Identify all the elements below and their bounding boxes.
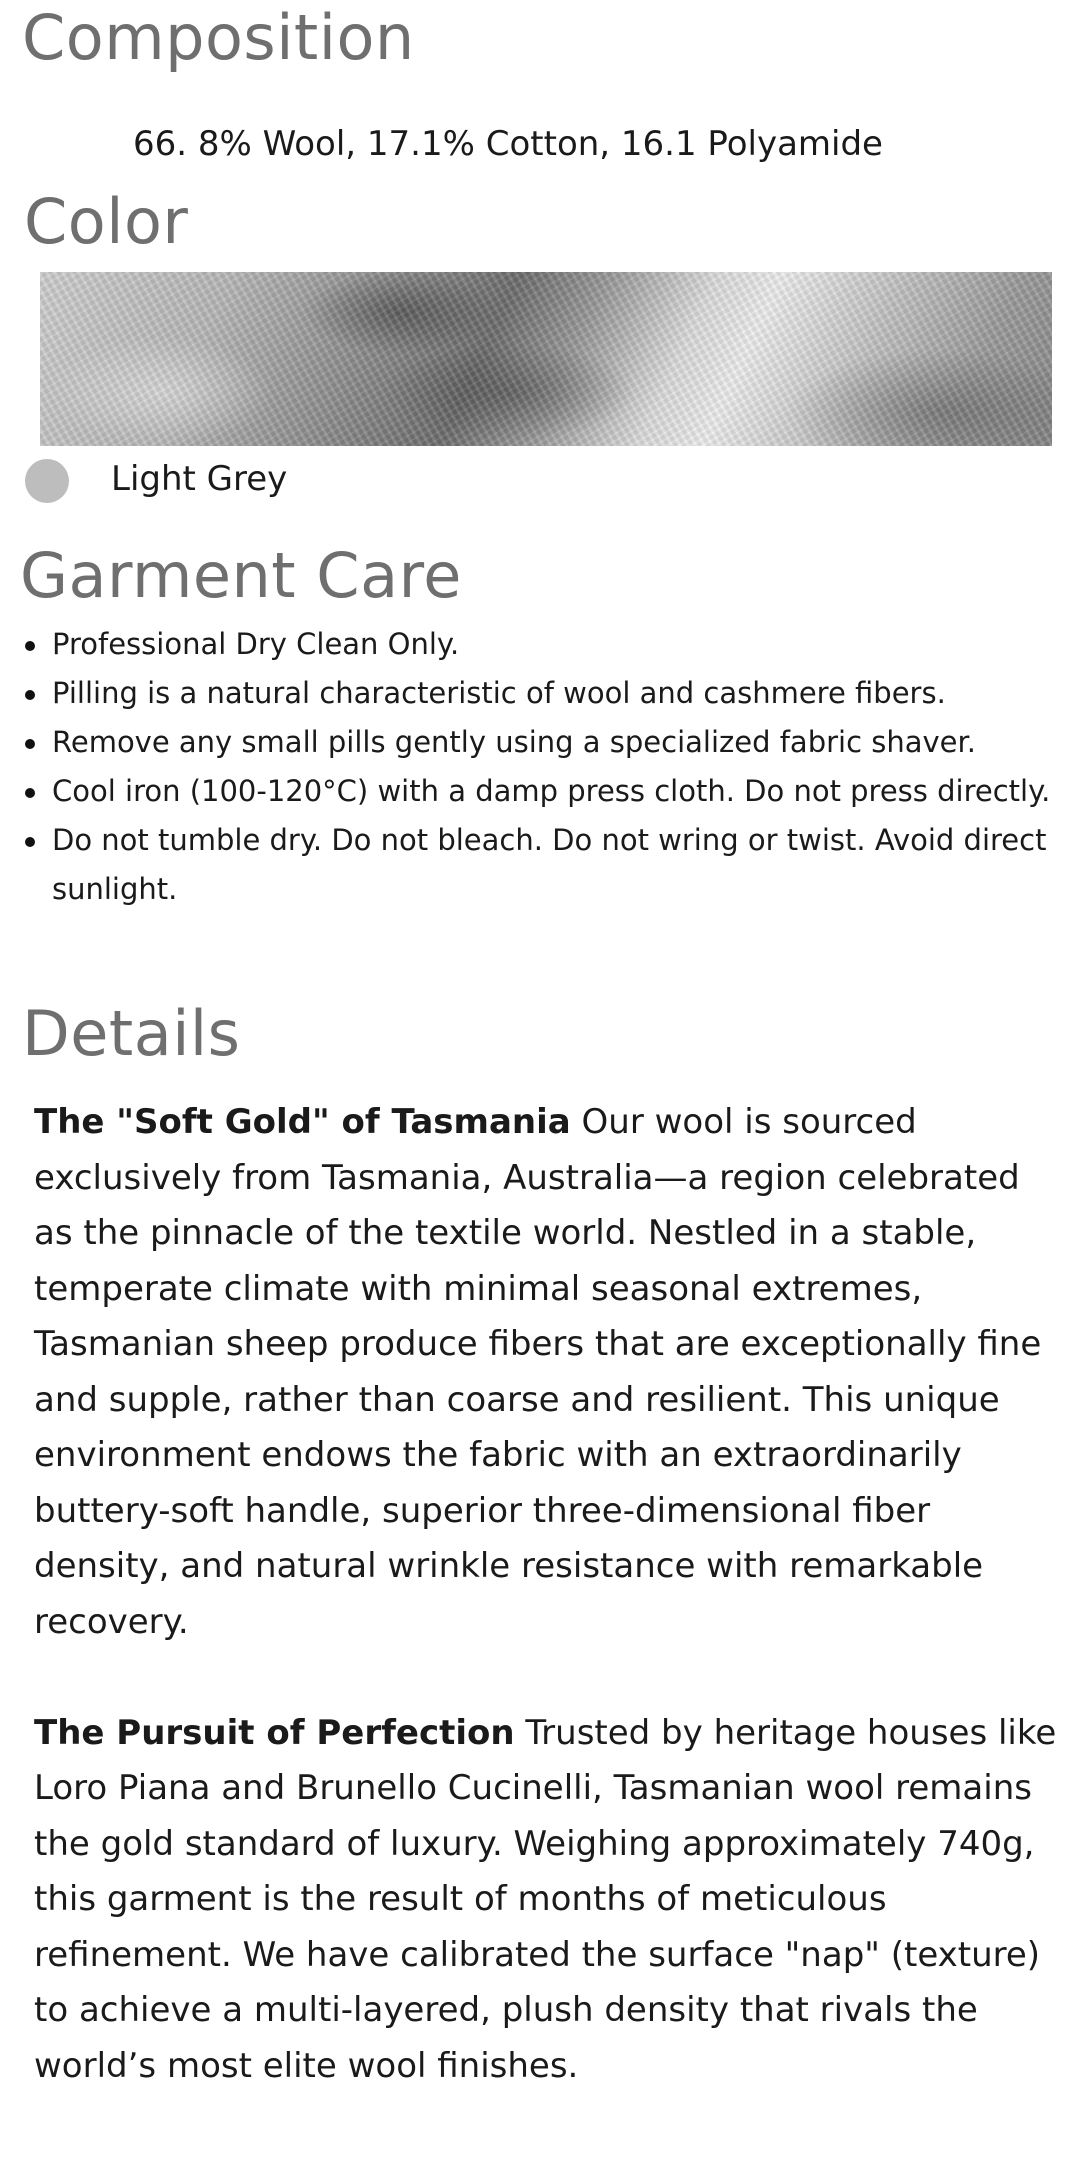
fabric-swatch-image: [40, 272, 1052, 446]
color-swatch-dot[interactable]: [25, 459, 69, 503]
composition-text: 66. 8% Wool, 17.1% Cotton, 16.1 Polyamide: [133, 124, 883, 164]
care-item: Professional Dry Clean Only.: [0, 620, 1060, 669]
garment-care-title: Garment Care: [20, 539, 462, 612]
details-paragraph-body: Trusted by heritage houses like Loro Piana and Brunello Cucinelli, Tasmanian wool remains the gold standard of luxury. Weighing approximately 740g, this garment is the result of months of meticulous refinement. We have calibrated the surface "nap" (texture) to achieve a multi-layered, plush density that rivals the world’s most elite wool finishes.: [34, 1712, 1057, 2086]
details-paragraph-heading: The Pursuit of Perfection: [34, 1712, 515, 1753]
details-paragraph: [34, 1095, 1064, 1650]
color-title: Color: [24, 185, 189, 258]
care-instructions-list: [0, 620, 1060, 914]
care-item: Remove any small pills gently using a specialized fabric shaver.: [0, 718, 1060, 767]
details-paragraph-body: Our wool is sourced exclusively from Tasmania, Australia—a region celebrated as the pinnacle of the textile world. Nestled in a stable, temperate climate with minimal seasonal extremes, Tasmanian sheep produce fibers that are exceptionally fine and supple, rather than coarse and resilient. This unique environment endows the fabric with an extraordinarily buttery-soft handle, superior three-dimensional fiber density, and natural wrinkle resistance with remarkable recovery.: [34, 1102, 1042, 1642]
care-item: Cool iron (100-120°C) with a damp press cloth. Do not press directly.: [0, 767, 1060, 816]
care-item: Do not tumble dry. Do not bleach. Do not wring or twist. Avoid direct sunlight.: [0, 816, 1060, 914]
details-paragraph: [34, 1706, 1064, 2095]
details-title: Details: [22, 997, 241, 1070]
composition-title: Composition: [22, 1, 415, 74]
details-body: [34, 1095, 1064, 2094]
details-paragraph-heading: The "Soft Gold" of Tasmania: [34, 1102, 571, 1142]
color-name-label: Light Grey: [111, 459, 288, 499]
care-item: Pilling is a natural characteristic of wool and cashmere fibers.: [0, 669, 1060, 718]
